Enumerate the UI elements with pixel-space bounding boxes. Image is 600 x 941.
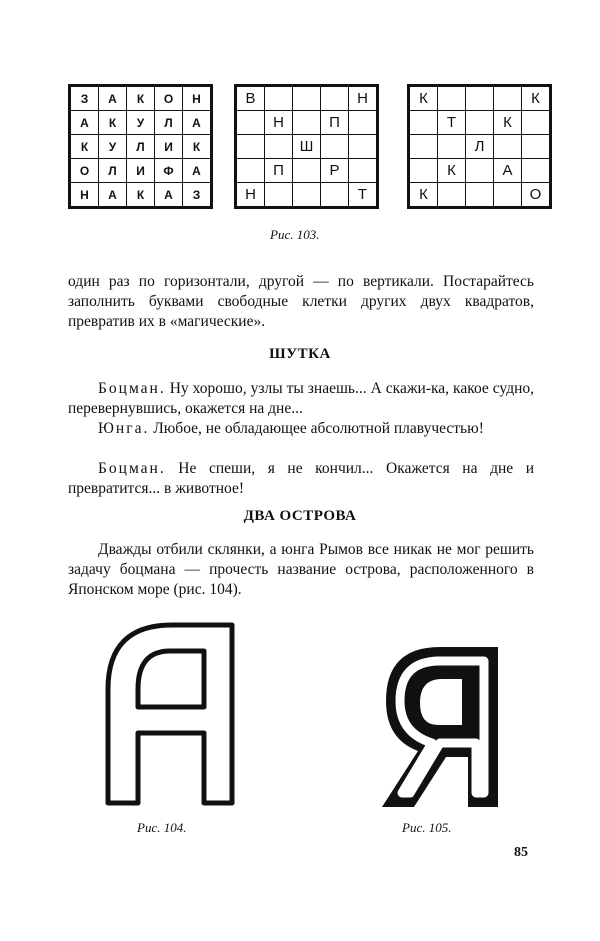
grid-cell: И bbox=[155, 135, 183, 159]
joke-line-2 bbox=[68, 419, 534, 439]
grid-cell bbox=[466, 183, 494, 208]
grid-row bbox=[236, 135, 378, 159]
grid-cell bbox=[522, 135, 551, 159]
grid-cell: Л bbox=[99, 159, 127, 183]
grid-cell: К bbox=[127, 183, 155, 208]
grid-cell bbox=[265, 135, 293, 159]
magic-square-filled bbox=[68, 84, 213, 209]
grid-cell bbox=[349, 111, 378, 135]
grid-row bbox=[70, 159, 212, 183]
grid-row bbox=[236, 111, 378, 135]
grid-cell: К bbox=[522, 86, 551, 111]
grid-row bbox=[409, 183, 551, 208]
dialogue-text: Любое, не обладающее абсолютной плавучестью! bbox=[153, 420, 484, 437]
intro-paragraph: один раз по горизонтали, другой — по вертикали. Постарайтесь заполнить буквами свободные клетки других двух квадратов, превратив их в «магические». bbox=[68, 273, 534, 330]
grid-cell bbox=[349, 159, 378, 183]
joke-line-3 bbox=[68, 459, 534, 499]
grid-cell: К bbox=[70, 135, 99, 159]
grid-cell bbox=[494, 86, 522, 111]
grid-cell bbox=[265, 86, 293, 111]
grid-cell: А bbox=[183, 159, 212, 183]
dialogue-text: Не спеши, я не кончил... Окажется на дне и превратится... в животное! bbox=[68, 460, 535, 497]
grid-cell bbox=[522, 159, 551, 183]
grid-cell bbox=[409, 159, 438, 183]
grid-cell bbox=[293, 183, 321, 208]
grid-row bbox=[70, 86, 212, 111]
figure-104-caption: Рис. 104. bbox=[137, 820, 187, 835]
grid-cell: У bbox=[127, 111, 155, 135]
magic-square-puzzle-2 bbox=[407, 84, 552, 209]
grid-cell bbox=[236, 111, 265, 135]
grid-cell: К bbox=[438, 159, 466, 183]
grid-cell bbox=[438, 183, 466, 208]
grid-row bbox=[70, 135, 212, 159]
grid-cell: О bbox=[522, 183, 551, 208]
grid-cell bbox=[349, 135, 378, 159]
grid-cell: А bbox=[99, 86, 127, 111]
grid-cell: К bbox=[99, 111, 127, 135]
grid-cell: К bbox=[183, 135, 212, 159]
grid-cell: Н bbox=[265, 111, 293, 135]
grid-cell bbox=[466, 159, 494, 183]
grid-cell bbox=[321, 135, 349, 159]
figure-103-caption: Рис. 103. bbox=[270, 227, 320, 242]
grid-cell: Ф bbox=[155, 159, 183, 183]
grid-cell bbox=[293, 86, 321, 111]
grid-cell: У bbox=[99, 135, 127, 159]
grid-cell bbox=[409, 111, 438, 135]
grid-cell: Т bbox=[438, 111, 466, 135]
speaker-name: Юнга. bbox=[98, 420, 150, 437]
grid-cell bbox=[438, 86, 466, 111]
grid-cell: А bbox=[70, 111, 99, 135]
grid-cell: Ш bbox=[293, 135, 321, 159]
grid-cell: Н bbox=[70, 183, 99, 208]
grid-cell: К bbox=[409, 183, 438, 208]
figure-104-letter-a bbox=[100, 617, 240, 807]
grid-cell: Л bbox=[127, 135, 155, 159]
grid-cell bbox=[236, 159, 265, 183]
grid-cell bbox=[293, 111, 321, 135]
grid-cell: А bbox=[99, 183, 127, 208]
grid-row bbox=[409, 111, 551, 135]
grid-cell bbox=[522, 111, 551, 135]
grid-cell bbox=[438, 135, 466, 159]
grid-cell: К bbox=[494, 111, 522, 135]
grid-cell: Л bbox=[155, 111, 183, 135]
grid-cell bbox=[466, 86, 494, 111]
letter-ya-counter bbox=[418, 677, 464, 727]
grid-cell: А bbox=[183, 111, 212, 135]
figure-105-caption: Рис. 105. bbox=[402, 820, 452, 835]
grid-cell: В bbox=[236, 86, 265, 111]
figure-105-letter-ya bbox=[380, 643, 508, 811]
dialogue-text: Ну хорошо, узлы ты знаешь... А скажи-ка, какое судно, перевернувшись, окажется на дне... bbox=[68, 380, 535, 417]
letter-a-shape bbox=[108, 625, 232, 803]
grid-cell bbox=[321, 86, 349, 111]
grid-cell bbox=[494, 135, 522, 159]
grid-cell: Н bbox=[236, 183, 265, 208]
grid-cell: А bbox=[155, 183, 183, 208]
grid-cell: Т bbox=[349, 183, 378, 208]
grid-cell: П bbox=[265, 159, 293, 183]
grid-row bbox=[70, 183, 212, 208]
grid-cell: П bbox=[321, 111, 349, 135]
grid-cell bbox=[236, 135, 265, 159]
islands-paragraph: Дважды отбили склянки, а юнга Рымов все никак не мог решить задачу боцмана — прочесть название острова, расположенного в Японском море (рис. 104). bbox=[68, 541, 534, 598]
grid-row bbox=[236, 159, 378, 183]
grid-cell: К bbox=[127, 86, 155, 111]
grid-cell bbox=[321, 183, 349, 208]
grid-row bbox=[236, 86, 378, 111]
grid-cell: И bbox=[127, 159, 155, 183]
grid-cell: З bbox=[70, 86, 99, 111]
grid-cell: З bbox=[183, 183, 212, 208]
grid-cell bbox=[466, 111, 494, 135]
grid-cell: О bbox=[155, 86, 183, 111]
grid-cell bbox=[494, 183, 522, 208]
page-number: 85 bbox=[514, 845, 528, 860]
joke-line-1 bbox=[68, 379, 534, 419]
grid-cell bbox=[409, 135, 438, 159]
grid-cell: Н bbox=[349, 86, 378, 111]
grid-cell bbox=[265, 183, 293, 208]
grid-cell: Л bbox=[466, 135, 494, 159]
grid-row bbox=[236, 183, 378, 208]
speaker-name: Боцман. bbox=[98, 460, 166, 477]
grid-row bbox=[409, 159, 551, 183]
grid-cell: К bbox=[409, 86, 438, 111]
speaker-name: Боцман. bbox=[98, 380, 166, 397]
grid-row bbox=[409, 135, 551, 159]
magic-square-puzzle-1 bbox=[234, 84, 379, 209]
grid-cell: О bbox=[70, 159, 99, 183]
grid-row bbox=[70, 111, 212, 135]
grid-cell: А bbox=[494, 159, 522, 183]
grid-cell: Н bbox=[183, 86, 212, 111]
grid-cell bbox=[293, 159, 321, 183]
grid-row bbox=[409, 86, 551, 111]
grid-cell: Р bbox=[321, 159, 349, 183]
joke-heading: ШУТКА bbox=[269, 346, 331, 362]
islands-heading: ДВА ОСТРОВА bbox=[243, 508, 357, 524]
